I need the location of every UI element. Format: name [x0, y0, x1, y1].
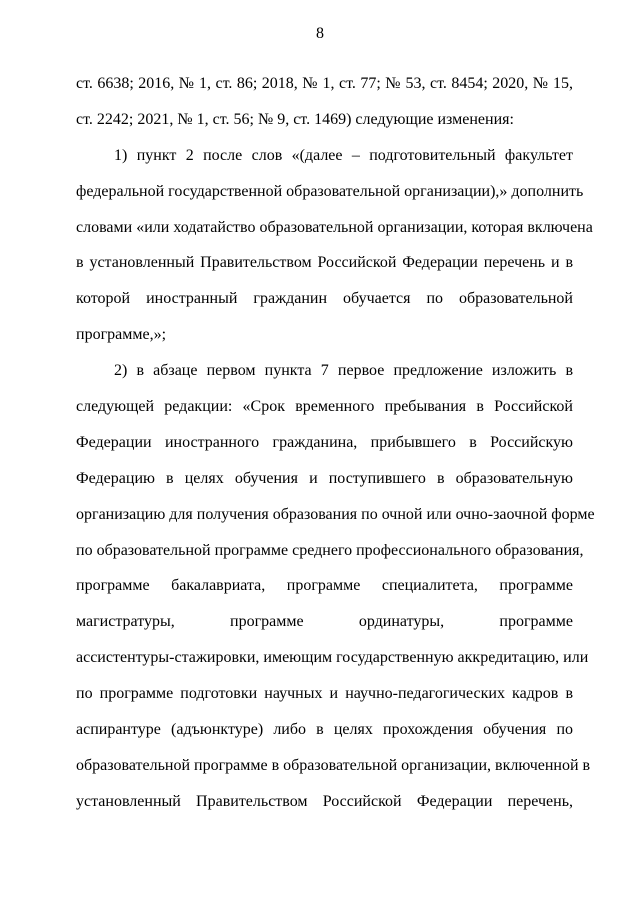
text-line: по образовательной программе среднего профессионального образования,: [76, 541, 584, 559]
text-line: по программе подготовки научных и научно-педагогических кадров в: [76, 685, 573, 703]
text-line: 2) в абзаце первом пункта 7 первое предложение изложить в: [114, 362, 573, 380]
text-line: аспирантуре (адъюнктуре) либо в целях прохождения обучения по: [76, 721, 573, 739]
text-line: программе,»;: [76, 326, 167, 344]
text-line: программе бакалавриата, программе специалитета, программе: [76, 577, 573, 595]
text-line: ст. 2242; 2021, № 1, ст. 56; № 9, ст. 1469) следующие изменения:: [76, 110, 514, 128]
text-line: в установленный Правительством Российской Федерации перечень и в: [76, 254, 573, 272]
text-line: 1) пункт 2 после слов «(далее – подготовительный факультет: [114, 146, 573, 164]
text-line: которой иностранный гражданин обучается по образовательной: [76, 290, 573, 308]
text-line: следующей редакции: «Срок временного пребывания в Российской: [76, 398, 573, 416]
document-body: [76, 72, 595, 826]
text-line: ассистентуры-стажировки, имеющим государственную аккредитацию, или: [76, 649, 589, 667]
text-line: Федерацию в целях обучения и поступившего в образовательную: [76, 469, 573, 487]
text-line: организацию для получения образования по очной или очно-заочной форме: [76, 505, 595, 523]
text-line: ст. 6638; 2016, № 1, ст. 86; 2018, № 1, ст. 77; № 53, ст. 8454; 2020, № 15,: [76, 75, 573, 92]
text-line: образовательной программе в образовательной организации, включенной в: [76, 756, 591, 774]
text-line: словами «или ходатайство образовательной организации, которая включена: [76, 218, 593, 236]
text-line: установленный Правительством Российской Федерации перечень,: [76, 792, 573, 810]
text-line: магистратуры, программе ординатуры, программе: [76, 613, 573, 631]
text-line: федеральной государственной образовательной организации),» дополнить: [76, 182, 584, 200]
text-line: Федерации иностранного гражданина, прибывшего в Российскую: [76, 433, 573, 451]
page-number: 8: [316, 25, 324, 42]
